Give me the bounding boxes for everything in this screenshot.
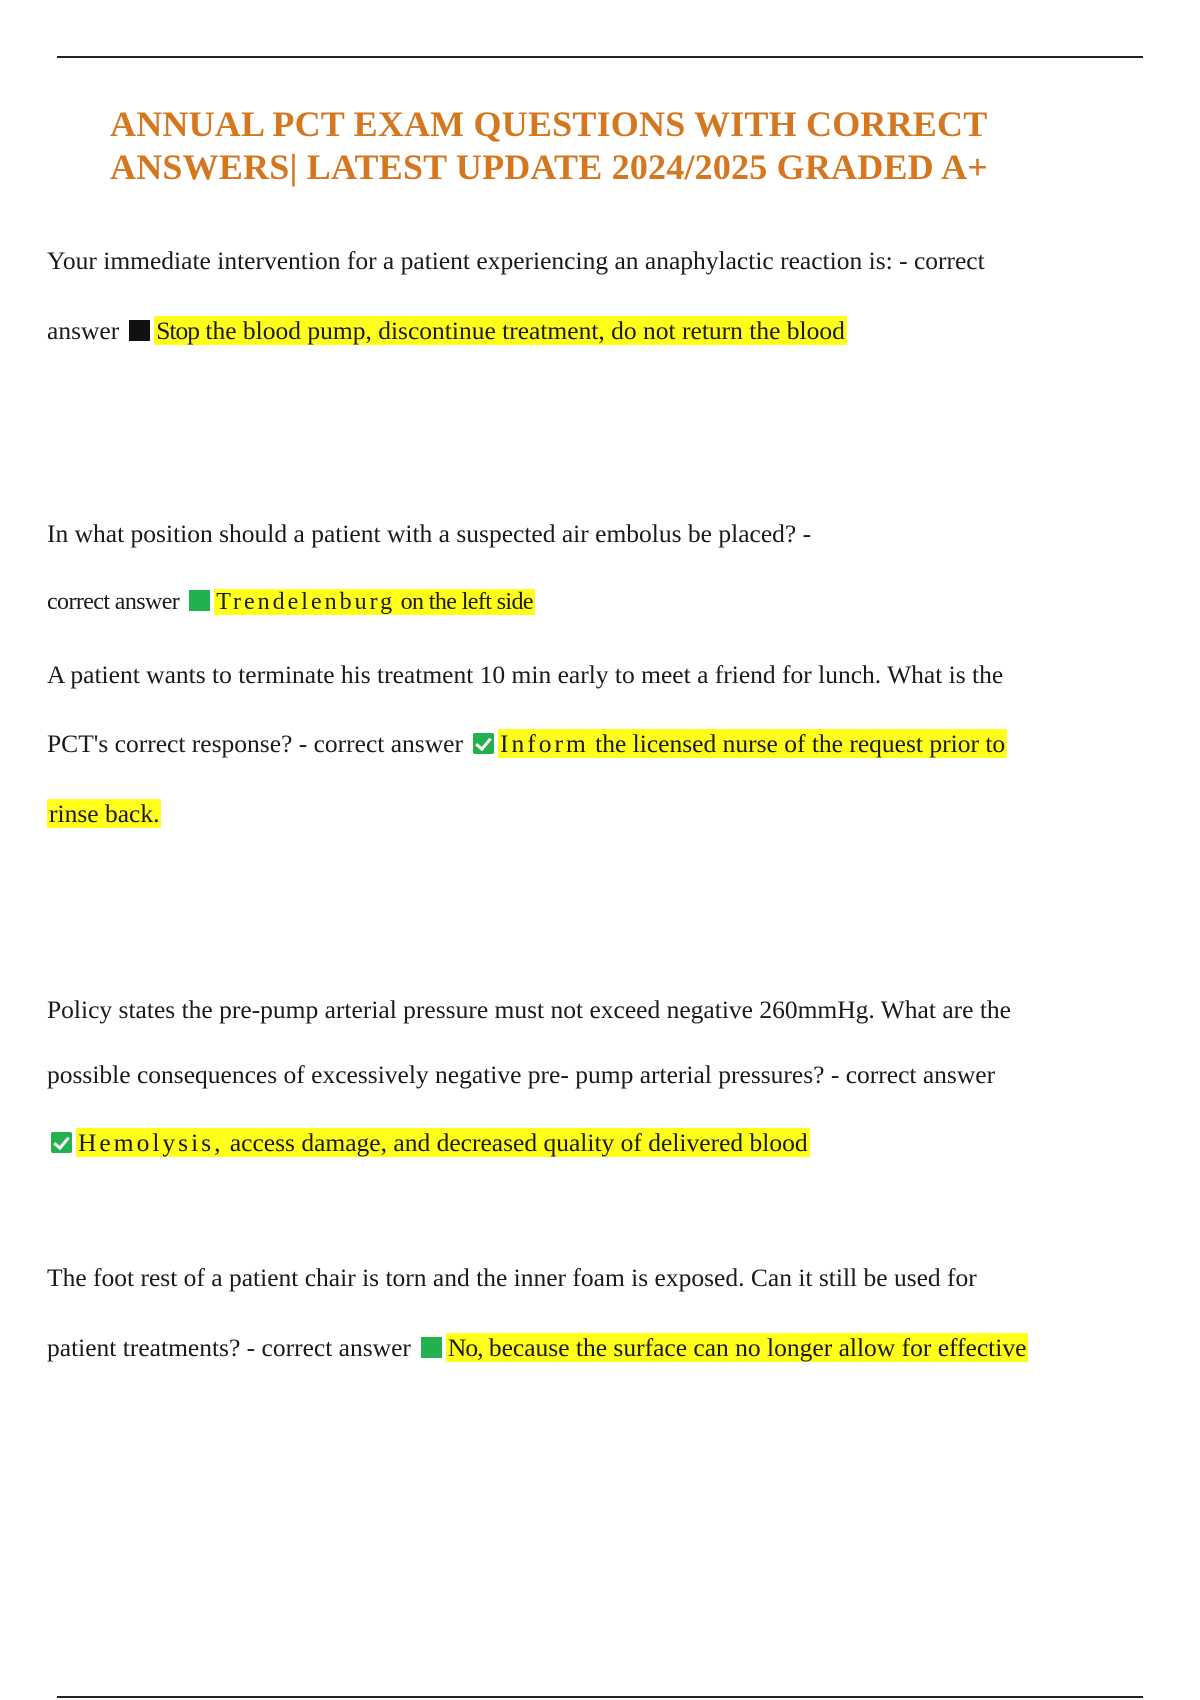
title-line-2: ANSWERS| LATEST UPDATE 2024/2025 GRADED A+ <box>110 147 988 187</box>
title-line-1: ANNUAL PCT EXAM QUESTIONS WITH CORRECT <box>110 104 988 144</box>
bottom-rule <box>57 1696 1143 1698</box>
green-check-icon <box>473 733 494 754</box>
answer-line <box>47 726 1007 762</box>
answer-first-word: Trendelenburg <box>216 589 396 615</box>
answer-prefix: correct answer <box>47 589 180 615</box>
answer-prefix: PCT's correct response? - correct answer <box>47 729 463 758</box>
answer-first-word: No, <box>447 1333 483 1362</box>
green-square-icon <box>421 1337 442 1358</box>
answer-line <box>47 1125 810 1161</box>
answer-highlight <box>498 729 1007 758</box>
answer-first-word: Stop <box>156 316 199 345</box>
question-text: In what position should a patient with a suspected air embolus be placed? - <box>47 519 812 548</box>
answer-line <box>47 584 535 620</box>
answer-highlight <box>76 1128 810 1157</box>
black-square-icon <box>129 320 150 341</box>
answer-first-word: Inform <box>499 729 589 758</box>
green-square-icon <box>189 590 210 611</box>
answer-text: the blood pump, discontinue treatment, do not return the blood <box>199 316 845 345</box>
answer-line <box>47 313 847 349</box>
answer-text: access damage, and decreased quality of delivered blood <box>223 1128 808 1157</box>
answer-line <box>47 1330 1028 1366</box>
answer-text: on the left side <box>395 589 533 615</box>
question-text: A patient wants to terminate his treatment 10 min early to meet a friend for lunch. What is the <box>47 660 1004 689</box>
question-text: Your immediate intervention for a patient experiencing an anaphylactic reaction is: - correct <box>47 246 985 275</box>
answer-highlight: rinse back. <box>49 799 160 828</box>
answer-highlight <box>446 1333 1029 1362</box>
question-text: The foot rest of a patient chair is torn and the inner foam is exposed. Can it still be used for <box>47 1263 977 1292</box>
document-title <box>110 103 1110 189</box>
answer-first-word: Hemolysis, <box>78 1128 224 1157</box>
top-rule <box>57 56 1143 58</box>
answer-continuation <box>47 796 161 832</box>
question-text-2: possible consequences of excessively negative pre- pump arterial pressures? - correct answer <box>47 1060 996 1089</box>
green-check-icon <box>51 1132 72 1153</box>
answer-prefix: patient treatments? - correct answer <box>47 1333 411 1362</box>
question-text: Policy states the pre-pump arterial pressure must not exceed negative 260mmHg. What are the <box>47 995 1011 1024</box>
answer-text: because the surface can no longer allow for effective <box>482 1333 1027 1362</box>
answer-highlight <box>154 316 847 345</box>
answer-text: the licensed nurse of the request prior to <box>588 729 1006 758</box>
answer-highlight <box>214 589 535 615</box>
answer-prefix: answer <box>47 316 120 345</box>
